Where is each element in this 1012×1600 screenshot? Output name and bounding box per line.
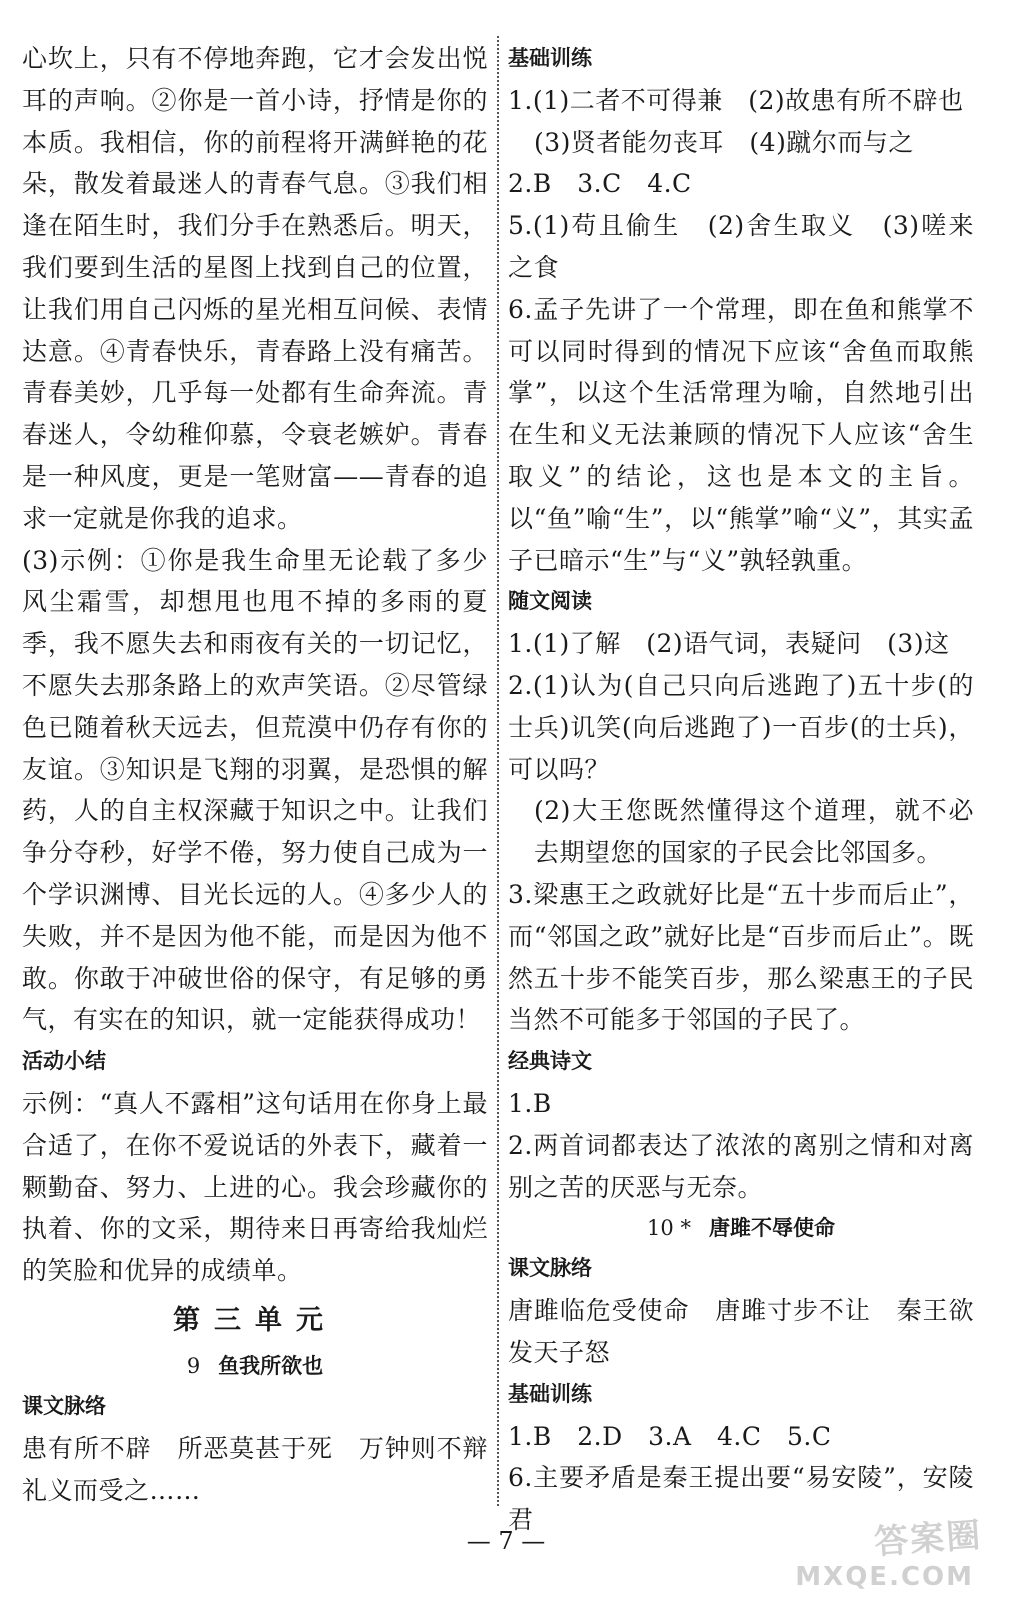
section-heading-classic: 经典诗文 [508, 1049, 592, 1074]
reading-answer-1: 1.(1)了解 (2)语气词，表疑问 (3)这 [508, 629, 950, 659]
reading-answer-2: 2.(1)认为(自己只向后逃跑了)五十步(的士兵)讥笑(向后逃跑了)一百步(的士兵)，可以吗？ [508, 670, 974, 784]
watermark-url: MXQE.COM [795, 1562, 974, 1592]
column-divider [497, 36, 499, 1506]
classic-answer-1: 1.B [508, 1088, 552, 1118]
example-paragraph: (3)示例：①你是我生命里无论载了多少风尘霜雪，却想甩也甩不掉的多雨的夏季，我不愿失去和雨夜有关的一切记忆，不愿失去那条路上的欢声笑语。②尽管绿色已随着秋天远去，但荒漠中仍存有你的友谊。③知识是飞翔的羽翼，是恐惧的解药，人的自主权深藏于知识之中。让我们争分夺秒，好学不倦，努力使自己成为一个学识渊博、目光长远的人。④多少人的失败，并不是因为他不能，而是因为他不敢。你敢于冲破世俗的保守，有足够的勇气，有实在的知识，就一定能获得成功！ [22, 545, 488, 1035]
page-number: — 7 — [466, 1527, 546, 1555]
context-paragraph-2: 唐雎临危受使命 唐雎寸步不让 秦王欲发天子怒 [508, 1296, 974, 1367]
right-column [508, 38, 974, 1541]
answer-6-b: 6.主要矛盾是秦王提出要“易安陵”，安陵君 [508, 1463, 974, 1535]
section-heading-context: 课文脉络 [22, 1393, 106, 1418]
context-paragraph: 患有所不辟 所恶莫甚于死 万钟则不辩礼义而受之…… [22, 1433, 488, 1505]
classic-answer-2: 2.两首词都表达了浓浓的离别之情和对离别之苦的厌恶与无奈。 [508, 1130, 974, 1202]
section-heading-context-2: 课文脉络 [508, 1256, 592, 1281]
unit-title: 第三单元 [173, 1304, 337, 1336]
watermark-logo: 答案圈 [872, 1515, 984, 1563]
reading-answer-3: 3.梁惠王之政就好比是“五十步而后止”，而“邻国之政”就好比是“百步而后止”。既然五十步不能笑百步，那么梁惠王的子民当然不可能多于邻国的子民了。 [508, 879, 974, 1035]
lesson-name: 唐雎不辱使命 [708, 1216, 835, 1241]
lesson-number: 9 [186, 1353, 201, 1378]
answer-2-4: 2.B 3.C 4.C [508, 169, 692, 199]
reading-answer-2-cont: (2)大王您既然懂得这个道理，就不必去期望您的国家的子民会比邻国多。 [534, 796, 974, 868]
lesson-name: 鱼我所欲也 [218, 1353, 324, 1378]
answer-6: 6.孟子先讲了一个常理，即在鱼和熊掌不可以同时得到的情况下应该“舍鱼而取熊掌”，以这个生活常理为喻，自然地引出在生和义无法兼顾的情况下人应该“舍生取义”的结论，这也是本文的主旨。以“鱼”喻“生”，以“熊掌”喻“义”，其实孟子已暗示“生”与“义”孰轻孰重。 [508, 294, 974, 575]
lesson-title-10 [508, 1208, 974, 1248]
answer-5: 5.(1)苟且偷生 (2)舍生取义 (3)嗟来之食 [508, 211, 974, 282]
answer-1-cont: (3)贤者能勿丧耳 (4)蹴尔而与之 [534, 127, 914, 157]
answer-1-5: 1.B 2.D 3.A 4.C 5.C [508, 1421, 832, 1451]
answer-1: 1.(1)二者不可得兼 (2)故患有所不辟也 [508, 85, 964, 115]
section-heading-basic: 基础训练 [508, 46, 592, 70]
section-heading-activity: 活动小结 [22, 1049, 106, 1074]
section-heading-basic-2: 基础训练 [508, 1381, 592, 1406]
intro-paragraph: 心坎上，只有不停地奔跑，它才会发出悦耳的声响。②你是一首小诗，抒情是你的本质。我相信，你的前程将开满鲜艳的花朵，散发着最迷人的青春气息。③我们相逢在陌生时，我们分手在熟悉后。明天，我们要到生活的星图上找到自己的位置，让我们用自己闪烁的星光相互问候、表情达意。④青春快乐，青春路上没有痛苦。青春美妙，几乎每一处都有生命奔流。青春迷人，令幼稚仰慕，令衰老嫉妒。青春是一种风度，更是一笔财富——青春的追求一定就是你我的追求。 [22, 44, 488, 533]
activity-paragraph: 示例：“真人不露相”这句话用在你身上最合适了，在你不爱说话的外表下，藏着一颗勤奋、努力、上进的心。我会珍藏你的执着、你的文采，期待来日再寄给我灿烂的笑脸和优异的成绩单。 [22, 1088, 488, 1286]
section-heading-reading: 随文阅读 [508, 589, 592, 614]
lesson-title-9 [22, 1346, 488, 1386]
lesson-number: 10 * [647, 1216, 691, 1241]
left-column [22, 38, 488, 1511]
